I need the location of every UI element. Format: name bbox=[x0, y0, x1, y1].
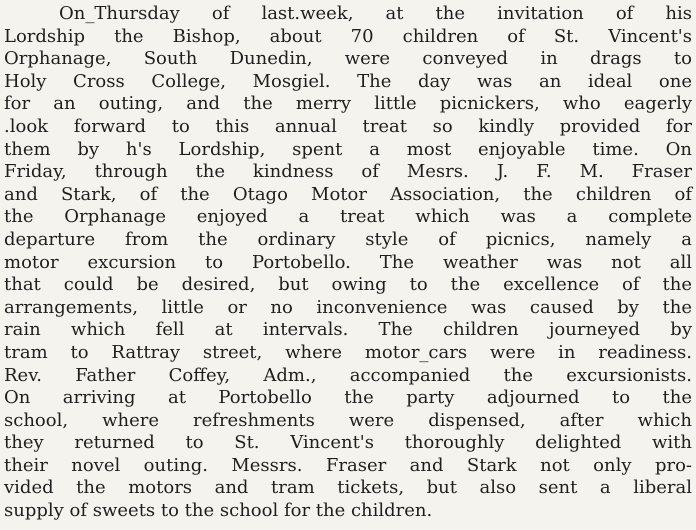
article-line: that could be desired, but owing to the excellence of the bbox=[4, 274, 692, 296]
article-line: Orphanage, South Dunedin, were conveyed in drags to bbox=[4, 48, 692, 70]
article-line: tram to Rattray street, where motor_cars were in readiness. bbox=[4, 341, 692, 363]
article-line: school, where refreshments were dispensed, after which bbox=[4, 409, 692, 431]
article-line: Friday, through the kindness of Mesrs. J. F. M. Fraser bbox=[4, 161, 692, 183]
article-line: .look forward to this annual treat so kindly provided for bbox=[4, 115, 692, 137]
article-line: them by h's Lordship, spent a most enjoyable time. On bbox=[4, 138, 692, 160]
article-line: and Stark, of the Otago Motor Association, the children of bbox=[4, 183, 692, 205]
article-line: vided the motors and tram tickets, but also sent a liberal bbox=[4, 477, 692, 499]
article-line: arrangements, little or no inconvenience was caused by the bbox=[4, 296, 692, 318]
article-line: departure from the ordinary style of picnics, namely a bbox=[4, 228, 692, 250]
article-line: the Orphanage enjoyed a treat which was a complete bbox=[4, 206, 692, 228]
article-line: supply of sweets to the school for the children. bbox=[4, 500, 433, 522]
article-line: Holy Cross College, Mosgiel. The day was an ideal one bbox=[4, 70, 692, 92]
article-line: On arriving at Portobello the party adjourned to the bbox=[4, 387, 692, 409]
article-paragraph bbox=[4, 3, 692, 523]
article-line: Lordship the Bishop, about 70 children of St. Vincent's bbox=[4, 25, 692, 47]
article-line: for an outing, and the merry little picnickers, who eagerly bbox=[4, 93, 692, 115]
article-line: they returned to St. Vincent's thoroughly delighted with bbox=[4, 432, 692, 454]
article-line: their novel outing. Messrs. Fraser and Stark not only pro- bbox=[4, 454, 692, 476]
article-line: motor excursion to Portobello. The weather was not all bbox=[4, 251, 692, 273]
article-line: rain which fell at intervals. The children journeyed by bbox=[4, 319, 692, 341]
article-line: Rev. Father Coffey, Adm., accompanied the excursionists. bbox=[4, 364, 692, 386]
article-line: On_Thursday of last.week, at the invitation of his bbox=[59, 3, 692, 24]
